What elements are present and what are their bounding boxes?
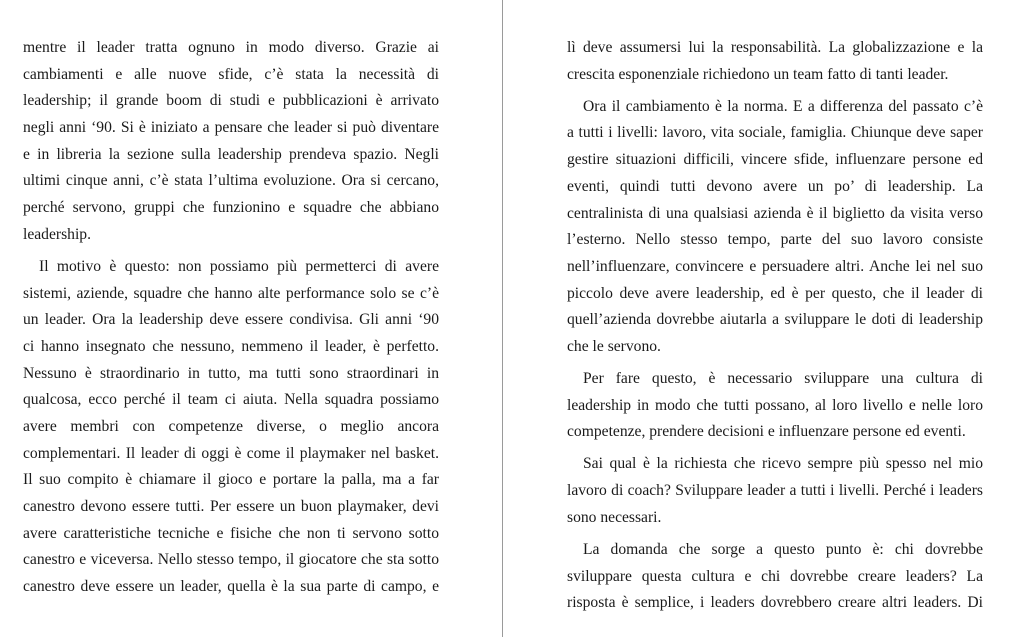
text-line: che le servono. — [567, 337, 661, 355]
text-line: quell’azienda dovrebbe aiutarla a sviluppare le doti di leadership — [567, 311, 983, 329]
text-line: lavoro di coach? Sviluppare leader a tutti i livelli. Perché i leaders — [567, 482, 983, 500]
text-line: canestro deve essere un leader, quella è la sua parte di campo, e — [23, 578, 439, 596]
paragraph — [567, 451, 983, 531]
left-page — [23, 35, 439, 606]
text-line: qualcosa, ecco perché il team ci aiuta. Nella squadra possiamo — [23, 391, 439, 409]
text-line: leadership; il grande boom di studi e pubblicazioni è arrivato — [23, 92, 439, 110]
paragraph — [23, 254, 439, 601]
text-line: competenze, prendere decisioni e influenzare persone ed eventi. — [567, 423, 966, 441]
text-line: centralinista di una qualsiasi azienda è il biglietto da visita verso — [567, 204, 983, 222]
text-line: risposta è semplice, i leaders dovrebbero creare altri leaders. Di — [567, 594, 983, 612]
text-line: Il motivo è questo: non possiamo più permetterci di avere — [39, 257, 439, 275]
text-line: perché servono, gruppi che funzionino e squadre che abbiano — [23, 199, 439, 217]
text-line: a tutti i livelli: lavoro, vita sociale, famiglia. Chiunque deve saper — [567, 124, 983, 142]
text-line: canestro devono essere tutti. Per essere un buon playmaker, devi — [23, 498, 439, 516]
paragraph — [567, 537, 983, 617]
text-line: negli anni ‘90. Si è iniziato a pensare che leader si può diventare — [23, 119, 439, 137]
text-line: eventi, quindi tutti devono avere un po’ di leadership. La — [567, 177, 983, 195]
text-line: un leader. Ora la leadership deve essere condivisa. Gli anni ‘90 — [23, 311, 439, 329]
paragraph — [23, 35, 439, 249]
paragraph — [567, 35, 983, 88]
text-line: leadership in modo che tutti possano, al loro livello e nelle loro — [567, 396, 983, 414]
text-line: gestire situazioni difficili, vincere sfide, influenzare persone ed — [567, 151, 983, 169]
text-line: sistemi, aziende, squadre che hanno alte performance solo se c’è — [23, 284, 439, 302]
text-line: Il suo compito è chiamare il gioco e portare la palla, ma a far — [23, 471, 439, 489]
text-line: l’esterno. Nello stesso tempo, parte del suo lavoro consiste — [567, 231, 983, 249]
text-line: La domanda che sorge a questo punto è: chi dovrebbe — [583, 540, 983, 558]
text-line: ci hanno insegnato che nessuno, nemmeno il leader, è perfetto. — [23, 337, 439, 355]
text-line: Nessuno è straordinario in tutto, ma tutti sono straordinari in — [23, 364, 439, 382]
text-line: e in libreria la sezione sulla leadership prendeva spazio. Negli — [23, 145, 439, 163]
text-line: crescita esponenziale richiedono un team fatto di tanti leader. — [567, 65, 949, 83]
text-line: sviluppare questa cultura e chi dovrebbe creare leaders? La — [567, 567, 983, 585]
text-line: canestro e viceversa. Nello stesso tempo, il giocatore che sta sotto — [23, 551, 439, 569]
text-line: lì deve assumersi lui la responsabilità. La globalizzazione e la — [567, 39, 983, 56]
text-line: Per fare questo, è necessario sviluppare una cultura di — [583, 370, 983, 388]
text-line: leadership. — [23, 225, 91, 243]
text-line: avere membri con competenze diverse, o meglio ancora — [23, 418, 439, 436]
text-line: complementari. Il leader di oggi è come il playmaker nel basket. — [23, 444, 439, 462]
text-line: piccolo deve avere leadership, ed è per questo, che il leader di — [567, 284, 983, 302]
page-divider — [502, 0, 503, 637]
text-line: Sai qual è la richiesta che ricevo sempre più spesso nel mio — [583, 455, 983, 473]
text-line: cambiamenti e alle nuove sfide, c’è stata la necessità di — [23, 65, 439, 83]
right-page — [567, 35, 983, 622]
text-line: sono necessari. — [567, 508, 662, 526]
text-line: Ora il cambiamento è la norma. E a differenza del passato c’è — [583, 97, 983, 115]
paragraph — [567, 366, 983, 446]
text-line: avere caratteristiche tecniche e fisiche che non ti servono sotto — [23, 524, 439, 542]
paragraph — [567, 94, 983, 361]
text-line: mentre il leader tratta ognuno in modo diverso. Grazie ai — [23, 39, 439, 56]
text-line: ultimi cinque anni, c’è stata l’ultima evoluzione. Ora si cercano, — [23, 172, 439, 190]
text-line: nell’influenzare, convincere e persuadere altri. Anche lei nel suo — [567, 257, 983, 275]
